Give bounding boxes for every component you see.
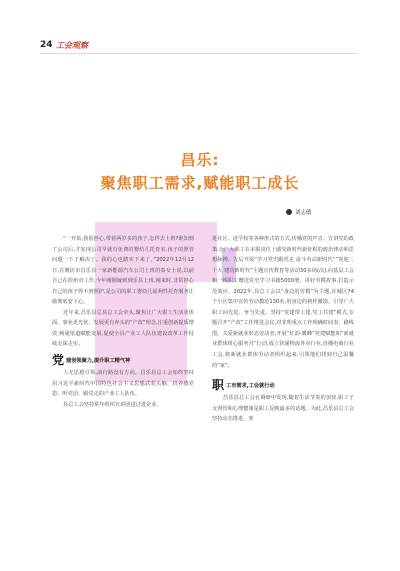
paragraph: “一开始,我很担心,带着两岁多的孩子,怎样去上班?谁知到了公司后,才发现公司早就有免费的婴幼儿托育室,孩子的照管问题一下子解决了。我的心也踏实下来了。”2022年12月12日,在潍坊市昌乐县一家新能源汽车公司上班的秦女士说,以前自己在滨州市工作,今年刚刚嫁到到乐县上班,刚来时,非常担心自己的孩子得不到照护,是公司的职工婴幼儿福利性托育服务让她彻底安下心。 bbox=[52, 236, 194, 306]
paragraph: 县总工会坚持常年组织宣讲团进过进企业、 bbox=[63, 401, 162, 408]
paragraph: 昌乐县总工会在调研中发现,随着生活节奏的加快,职工子女照管和心理健康是职工反映最多的话题。为此,昌乐县总工会坚持动态推进、寒 bbox=[212, 395, 354, 423]
paragraph: 人无思想引领,前行路没有方向。昌乐县总工会始终坚持用习近平新时代中国特色社会主义思想武装头脑、培养感党恩、听党话、跟党走的产业工人队伍。 bbox=[52, 370, 194, 398]
heading-text: 建创领聚力,提升职工精气神 bbox=[66, 358, 131, 365]
author-byline bbox=[286, 208, 312, 216]
paragraph: 进社区、进学校等各种形式的方式,传播党的声音、宣讲党的政策,让广大职工在本职岗位上感受新时代新征程的政治律动和思想脉搏。先后开展“学习党史跟党走 奋斗劳动新时代”“喜迎二十大 建功新时代”主题宣传教育等活动30多场(次),向基层工会和一线职工赠送党史学习书籍5000册。讲好劳模故事,打造示范效应。2022年,县总工会以“身边的劳模”为主题,在城区74个小区集中宣传劳动模范130名,用身边的榜样激励、引导广大职工向先进、争当先进。坚持“党建带工建,党工共建”模式,专题召开“产改”工作推进会议,对非理重点工作明确时间表、路线图。关爱新就业形态劳动者,开展“红韵·暖蜂”党建赋能和“新就业群体组心服务月”行动,成立快递物流外卖行业,直播电商行业工会,将新就业群体劳动者组织起来,引领他们找到自己温馨的“家”。 bbox=[212, 236, 354, 369]
heading-text: 工有需求,工会就行动 bbox=[226, 383, 275, 390]
page-number: 24 bbox=[40, 40, 53, 50]
article-title-line1: 昌乐: bbox=[180, 151, 220, 169]
header-divider bbox=[40, 53, 358, 54]
paragraph: 近年来,昌乐县总县总工会牵头,聚焦让广大职工生活更体面、事业更光优、发展更有奔头的“产改”理念,注重创新提质增效,畅通渠道赋能发展,促使全县产业工人队伍建设改革工作持续走深走实。 bbox=[52, 309, 194, 348]
right-column bbox=[212, 234, 354, 425]
heading-initial: 党 bbox=[52, 353, 65, 368]
pen-icon bbox=[286, 209, 292, 215]
section-heading bbox=[212, 379, 354, 391]
left-column bbox=[52, 234, 194, 410]
section-heading bbox=[52, 354, 194, 366]
article-title-line2: 聚焦职工需求,赋能职工成长 bbox=[100, 174, 300, 192]
section-title: 工会观察 bbox=[56, 41, 88, 50]
heading-initial: 职 bbox=[212, 378, 225, 393]
author-name: 刘志敏 bbox=[295, 210, 312, 216]
